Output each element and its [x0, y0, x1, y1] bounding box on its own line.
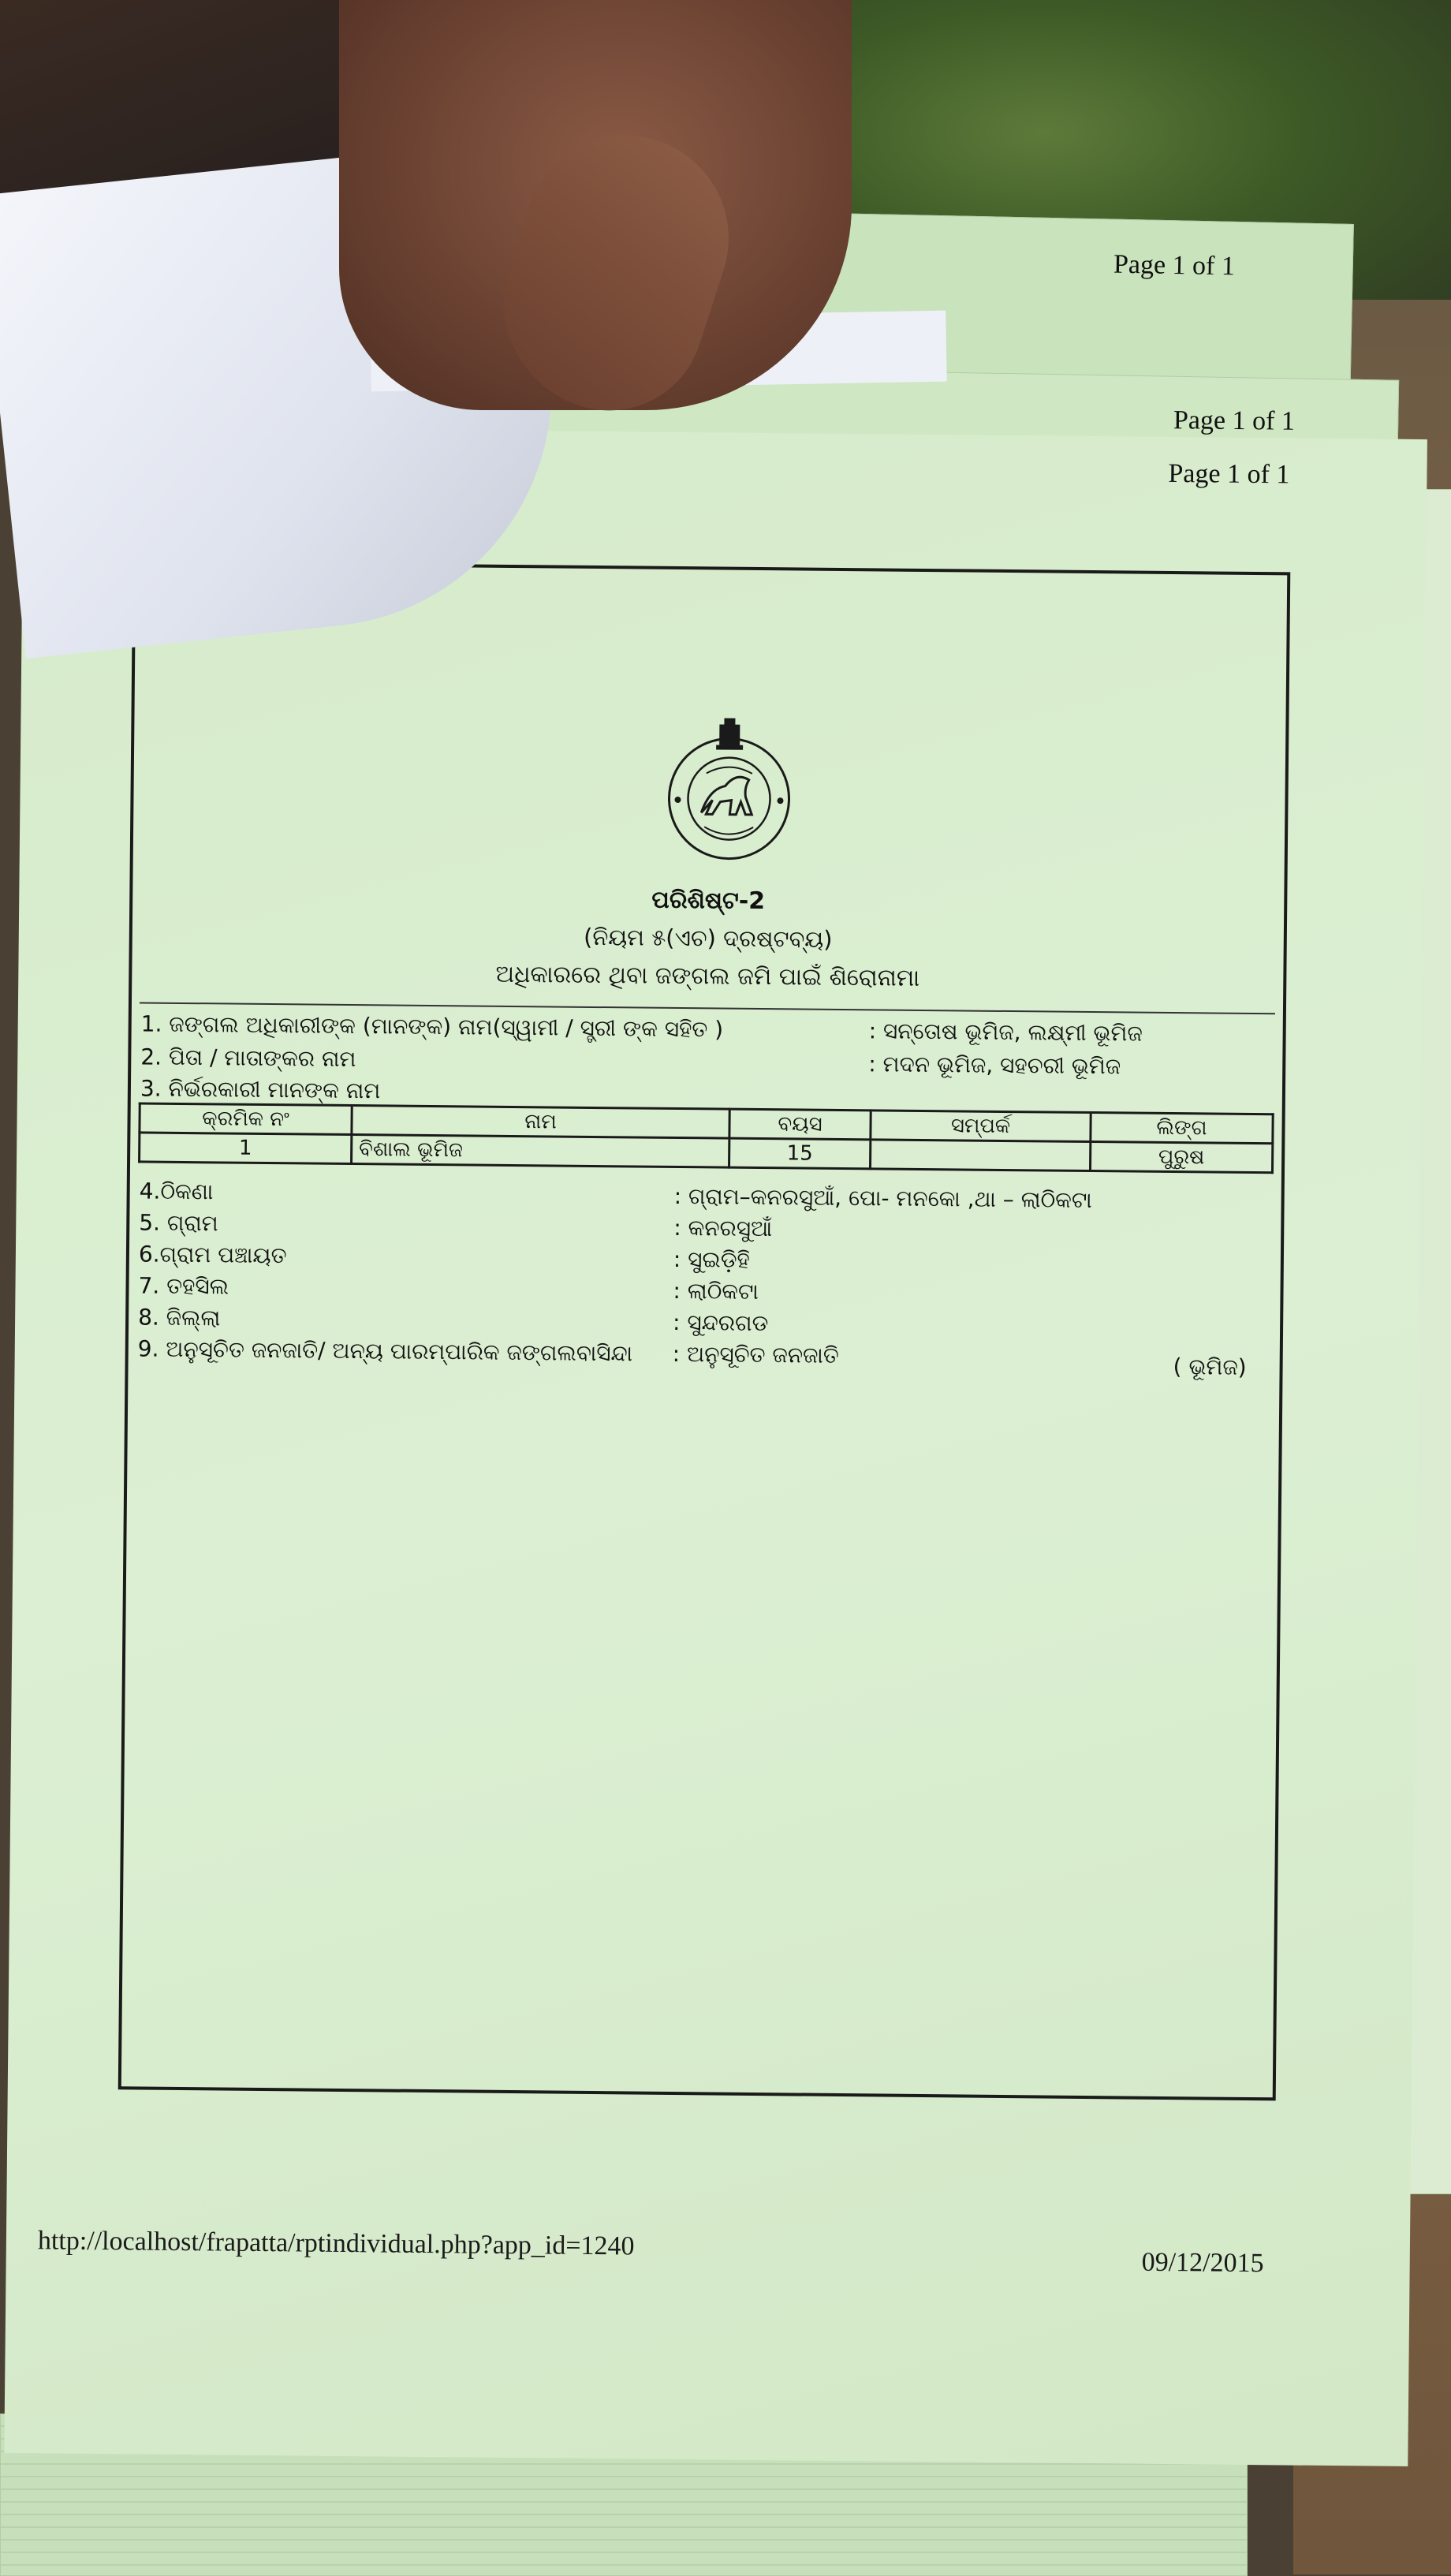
page-label-front: Page 1 of 1	[1168, 458, 1290, 490]
document-heading: ଅଧିକାରରେ ଥିବା ଜଙ୍ଗଲ ଜମି ପାଇଁ ଶିରୋନାମା	[495, 960, 920, 992]
field-value-panchayat: : ସୁଇଡ଼ିହି	[673, 1245, 751, 1273]
page-label-middle: Page 1 of 1	[1173, 405, 1296, 436]
field-value-address: : ଗ୍ରାମ–କନରସୁଆଁ, ପୋ- ମନକୋ ,ଥା – ଲାଠିକଟା	[673, 1182, 1092, 1214]
field-label-village: 5. ଗ୍ରାମ	[139, 1209, 218, 1237]
column-header-age: ବୟସ	[729, 1109, 871, 1140]
field-value-tehsil: : ଲାଠିକଟା	[673, 1277, 759, 1305]
cell-name: ବିଶାଲ ଭୂମିଜ	[352, 1135, 729, 1168]
dependents-table	[138, 1102, 1274, 1174]
column-header-serial: କ୍ରମିକ ନଂ	[140, 1103, 352, 1135]
report-date: 09/12/2015	[1141, 2247, 1264, 2279]
field-value-district: : ସୁନ୍ଦରଗଡ	[672, 1309, 769, 1337]
appendix-title: ପରିଶିଷ୍ଟ-2	[651, 886, 766, 916]
page-label-back: Page 1 of 1	[1113, 249, 1236, 282]
field-label-panchayat: 6.ଗ୍ରାମ ପଞ୍ଚାୟତ	[138, 1241, 287, 1269]
field-label-tribe-category: 9. ଅନୁସୂଚିତ ଜନଜାତି/ ଅନ୍ୟ ପାରମ୍ପାରିକ ଜଙ୍ଗଲବାସିନ୍ଦା	[137, 1335, 633, 1367]
tribe-note: ( ଭୂମିଜ)	[1173, 1353, 1247, 1380]
cell-age: 15	[729, 1138, 871, 1169]
odisha-emblem-icon	[654, 711, 805, 863]
cell-relation	[871, 1140, 1091, 1171]
field-label-tehsil: 7. ତହସିଲ	[138, 1272, 229, 1300]
field-label-dependents: 3. ନିର୍ଭରକାରୀ ମାନଙ୍କ ନାମ	[140, 1075, 381, 1104]
column-header-name: ନାମ	[352, 1106, 729, 1139]
document-sheet	[4, 426, 1427, 2466]
field-value-holder-names: : ସନ୍ତୋଷ ଭୂମିଜ, ଲକ୍ଷ୍ମୀ ଭୂମିଜ	[868, 1017, 1143, 1047]
field-label-parent-names: 2. ପିତା / ମାତାଙ୍କର ନାମ	[140, 1043, 356, 1073]
field-label-address: 4.ଠିକଣା	[139, 1178, 214, 1205]
column-header-relation: ସମ୍ପର୍କ	[871, 1111, 1091, 1142]
rule-reference: (ନିୟମ ୫(ଏଚ) ଦ୍ରଷ୍ଟବ୍ୟ)	[583, 923, 833, 953]
field-label-holder-names: 1. ଜଙ୍ଗଲ ଅଧିକାରୀଙ୍କ (ମାନଙ୍କ) ନାମ(ସ୍ୱାମୀ / ସ୍ତ୍ରୀ ଙ୍କ ସହିତ )	[140, 1010, 724, 1043]
report-url: http://localhost/frapatta/rptindividual.php?app_id=1240	[37, 2226, 635, 2261]
cell-serial: 1	[140, 1133, 352, 1164]
field-value-tribe-category: : ଅନୁସୂଚିତ ଜନଜାତି	[672, 1340, 839, 1368]
field-value-parent-names: : ମଦନ ଭୂମିଜ, ସହଚରୀ ଭୂମିଜ	[868, 1051, 1121, 1080]
field-value-village: : କନରସୁଆଁ	[673, 1214, 773, 1242]
cell-gender: ପୁରୁଷ	[1090, 1142, 1272, 1173]
document-frame	[118, 561, 1291, 2100]
column-header-gender: ଲିଙ୍ଗ	[1091, 1113, 1273, 1144]
field-label-district: 8. ଜିଲ୍ଲା	[138, 1304, 221, 1331]
